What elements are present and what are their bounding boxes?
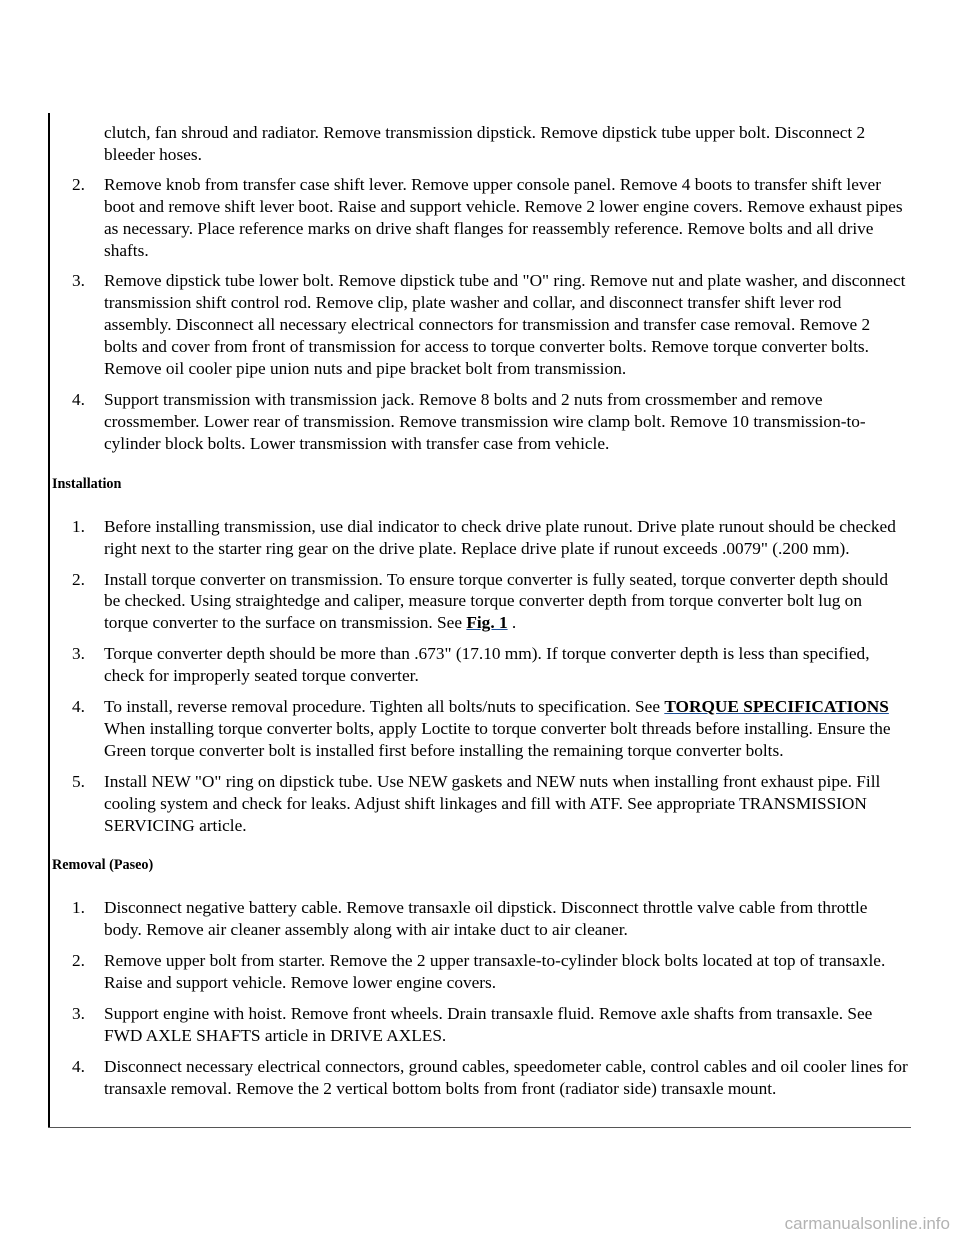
- step-number: 3.: [72, 271, 85, 291]
- step-number: 1.: [72, 516, 85, 536]
- step-text-after: When installing torque converter bolts, apply Loctite to torque converter bolt threads before installing. Ensure the Green torque converter bolt is installed first before installing the remaining torque converter bolts.: [104, 718, 891, 760]
- continued-paragraph: clutch, fan shroud and radiator. Remove transmission dipstick. Remove dipstick tube upper bolt. Disconnect 2 bleeder hoses.: [104, 123, 866, 164]
- step-text-before: Install torque converter on transmission. To ensure torque converter is fully seated, torque converter depth should be checked. Using straightedge and caliper, measure torque converter depth from torque converter bolt lug on torque converter to the surface on transmission. See: [104, 569, 889, 633]
- step-number: 3.: [72, 644, 85, 664]
- list-item: [0, 516, 960, 560]
- removal-paseo-steps-list: [0, 897, 960, 1099]
- installation-heading: Installation: [52, 475, 122, 492]
- document-body: [0, 122, 960, 1109]
- list-item: [0, 771, 960, 837]
- fig-1-link[interactable]: Fig. 1: [466, 613, 508, 633]
- step-text: Install NEW "O" ring on dipstick tube. Use NEW gaskets and NEW nuts when installing front exhaust pipe. Fill cooling system and check for leaks. Adjust shift linkages and fill with ATF. See appropriate TRANSMISSION SERVICING article.: [104, 771, 881, 835]
- step-number: 4.: [72, 1056, 85, 1076]
- step-number: 4.: [72, 389, 85, 409]
- step-text-after: .: [507, 613, 517, 633]
- step-text: Disconnect necessary electrical connectors, ground cables, speedometer cable, control cables and oil cooler lines for transaxle removal. Remove the 2 vertical bottom bolts from front (radiator side) transaxle mount.: [104, 1056, 908, 1098]
- list-item: [0, 696, 960, 762]
- step-text: [104, 570, 888, 633]
- step-number: 2.: [72, 951, 85, 971]
- removal-steps-list: [0, 174, 960, 455]
- removal-paseo-heading: Removal (Paseo): [52, 857, 154, 874]
- step-number: 3.: [72, 1004, 85, 1024]
- list-item: [0, 1056, 960, 1100]
- list-item: [0, 1003, 960, 1047]
- step-text: Support transmission with transmission jack. Remove 8 bolts and 2 nuts from crossmember and remove crossmember. Lower rear of transmission. Remove transmission wire clamp bolt. Remove 10 transmission-to-cylinder block bolts. Lower transmission with transfer case from vehicle.: [104, 389, 866, 453]
- list-item: [0, 897, 960, 941]
- step-number: 1.: [72, 898, 85, 918]
- torque-specifications-link[interactable]: TORQUE SPECIFICATIONS: [664, 697, 889, 717]
- step-text: Before installing transmission, use dial indicator to check drive plate runout. Drive plate runout should be checked right next to the starter ring gear on the drive plate. Replace drive plate if runout exceeds .0079" (.200 mm).: [104, 516, 896, 558]
- list-item: [0, 389, 960, 455]
- watermark: carmanualsonline.info: [784, 1214, 950, 1233]
- step-text: Disconnect negative battery cable. Remove transaxle oil dipstick. Disconnect throttle valve cable from throttle body. Remove air cleaner assembly along with air intake duct to air cleaner.: [104, 898, 868, 940]
- list-item: [0, 643, 960, 687]
- step-number: 2.: [72, 174, 85, 194]
- list-item: [0, 174, 960, 262]
- installation-steps-list: [0, 516, 960, 837]
- step-number: 4.: [72, 697, 85, 717]
- step-text: Remove knob from transfer case shift lever. Remove upper console panel. Remove 4 boots to transfer shift lever boot and remove shift lever boot. Raise and support vehicle. Remove 2 lower engine covers. Remove exhaust pipes as necessary. Place reference marks on drive shaft flanges for reassembly reference. Remove bolts and all drive shafts.: [104, 174, 903, 260]
- step-text: Remove dipstick tube lower bolt. Remove dipstick tube and "O" ring. Remove nut and plate washer, and disconnect transmission shift control rod. Remove clip, plate washer and collar, and disconnect transfer shift lever rod assembly. Disconnect all necessary electrical connectors for transmission and transfer case removal. Remove 2 bolts and cover from front of transmission for access to torque converter bolts. Remove torque converter bolts. Remove oil cooler pipe union nuts and pipe bracket bolt from transmission.: [104, 271, 906, 379]
- step-text: Remove upper bolt from starter. Remove the 2 upper transaxle-to-cylinder block bolts located at top of transaxle. Raise and support vehicle. Remove lower engine covers.: [104, 951, 886, 993]
- step-number: 5.: [72, 771, 85, 791]
- step-number: 2.: [72, 569, 85, 589]
- list-item: [0, 950, 960, 994]
- step-text: Support engine with hoist. Remove front wheels. Drain transaxle fluid. Remove axle shafts from transaxle. See FWD AXLE SHAFTS article in DRIVE AXLES.: [104, 1004, 873, 1045]
- step-text: Torque converter depth should be more than .673" (17.10 mm). If torque converter depth is less than specified, check for improperly seated torque converter.: [104, 644, 870, 686]
- step-text: [104, 697, 891, 760]
- bottom-divider: [48, 1127, 911, 1128]
- list-item: [0, 569, 960, 635]
- step-text-before: To install, reverse removal procedure. Tighten all bolts/nuts to specification. See: [104, 697, 665, 717]
- list-item: [0, 270, 960, 380]
